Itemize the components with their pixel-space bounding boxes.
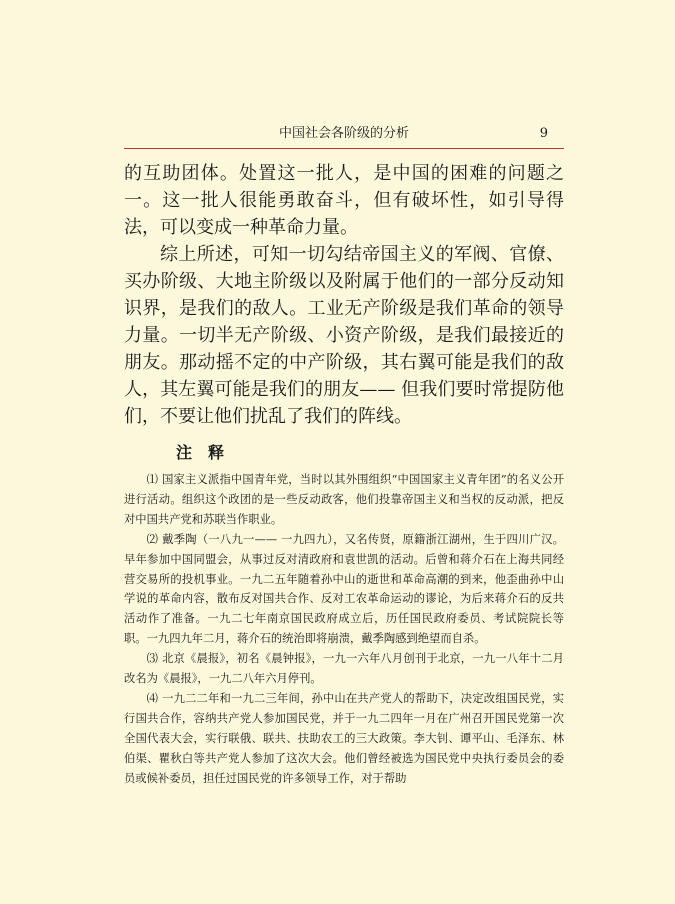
note-item xyxy=(124,689,564,789)
running-header xyxy=(124,126,564,149)
note-text: 一九二二年和一九二三年间，孙中山在共产党人的帮助下，决定改组国民党，实行国共合作，容纳共产党人参加国民党，并于一九二四年一月在广州召开国民党第一次全国代表大会，实行联俄、联共、扶助农工的三大政策。李大钊、谭平山、毛泽东、林伯渠、瞿秋白等共产党人参加了这次大会。他们曾经被选为国民党中央执行委员会的委员或候补委员，担任过国民党的许多领导工作，对于帮助 xyxy=(124,691,564,785)
note-number: ⑶ xyxy=(146,652,159,666)
body-paragraph-1: 的互助团体。处置这一批人，是中国的困难的问题之一。这一批人很能勇敢奋斗，但有破坏性，如引导得法，可以变成一种革命力量。 xyxy=(124,163,564,238)
body-text xyxy=(124,160,564,430)
note-text: 戴季陶（一八九一—— 一九四九），又名传贤，原籍浙江湖州，生于四川广汉。早年参加中国同盟会，从事过反对清政府和袁世凯的活动。后曾和蒋介石在上海共同经营交易所的投机事业。一九二五年随着孙中山的逝世和革命高潮的到来，他歪曲孙中山学说的革命内容，散布反对国共合作、反对工农革命运动的谬论，为后来蒋介石的反共活动作了准备。一九二七年南京国民政府成立后，历任国民政府委员、考试院院长等职。一九四九年二月，蒋介石的统治即将崩溃，戴季陶感到绝望而自杀。 xyxy=(124,532,564,646)
note-text: 北京《晨报》，初名《晨钟报》，一九一六年八月创刊于北京，一九一八年十二月改名为《晨报》，一九二八年六月停刊。 xyxy=(124,652,564,686)
note-item xyxy=(124,470,564,530)
note-item xyxy=(124,530,564,649)
page-number: 9 xyxy=(539,126,548,141)
note-item xyxy=(124,649,564,689)
note-number: ⑷ xyxy=(146,691,159,705)
note-number: ⑴ xyxy=(146,473,159,486)
body-paragraph-2: 综上所述，可知一切勾结帝国主义的军阀、官僚、买办阶级、大地主阶级以及附属于他们的一部分反动知识界，是我们的敌人。工业无产阶级是我们革命的领导力量。一切半无产阶级、小资产阶级，是我们最接近的朋友。那动摇不定的中产阶级，其右翼可能是我们的敌人，其左翼可能是我们的朋友—— 但我们要时常提防他们，不要让他们扰乱了我们的阵线。 xyxy=(124,244,564,427)
note-text: 国家主义派指中国青年党，当时以其外围组织“中国国家主义青年团”的名义公开进行活动。组织这个政团的是一些反动政客，他们投靠帝国主义和当权的反动派，把反对中国共产党和苏联当作职业。 xyxy=(124,473,564,526)
running-header-title: 中国社会各阶级的分析 xyxy=(278,126,409,141)
notes-section xyxy=(124,470,564,789)
notes-heading-text: 注 释 xyxy=(176,443,225,462)
note-number: ⑵ xyxy=(146,532,159,546)
